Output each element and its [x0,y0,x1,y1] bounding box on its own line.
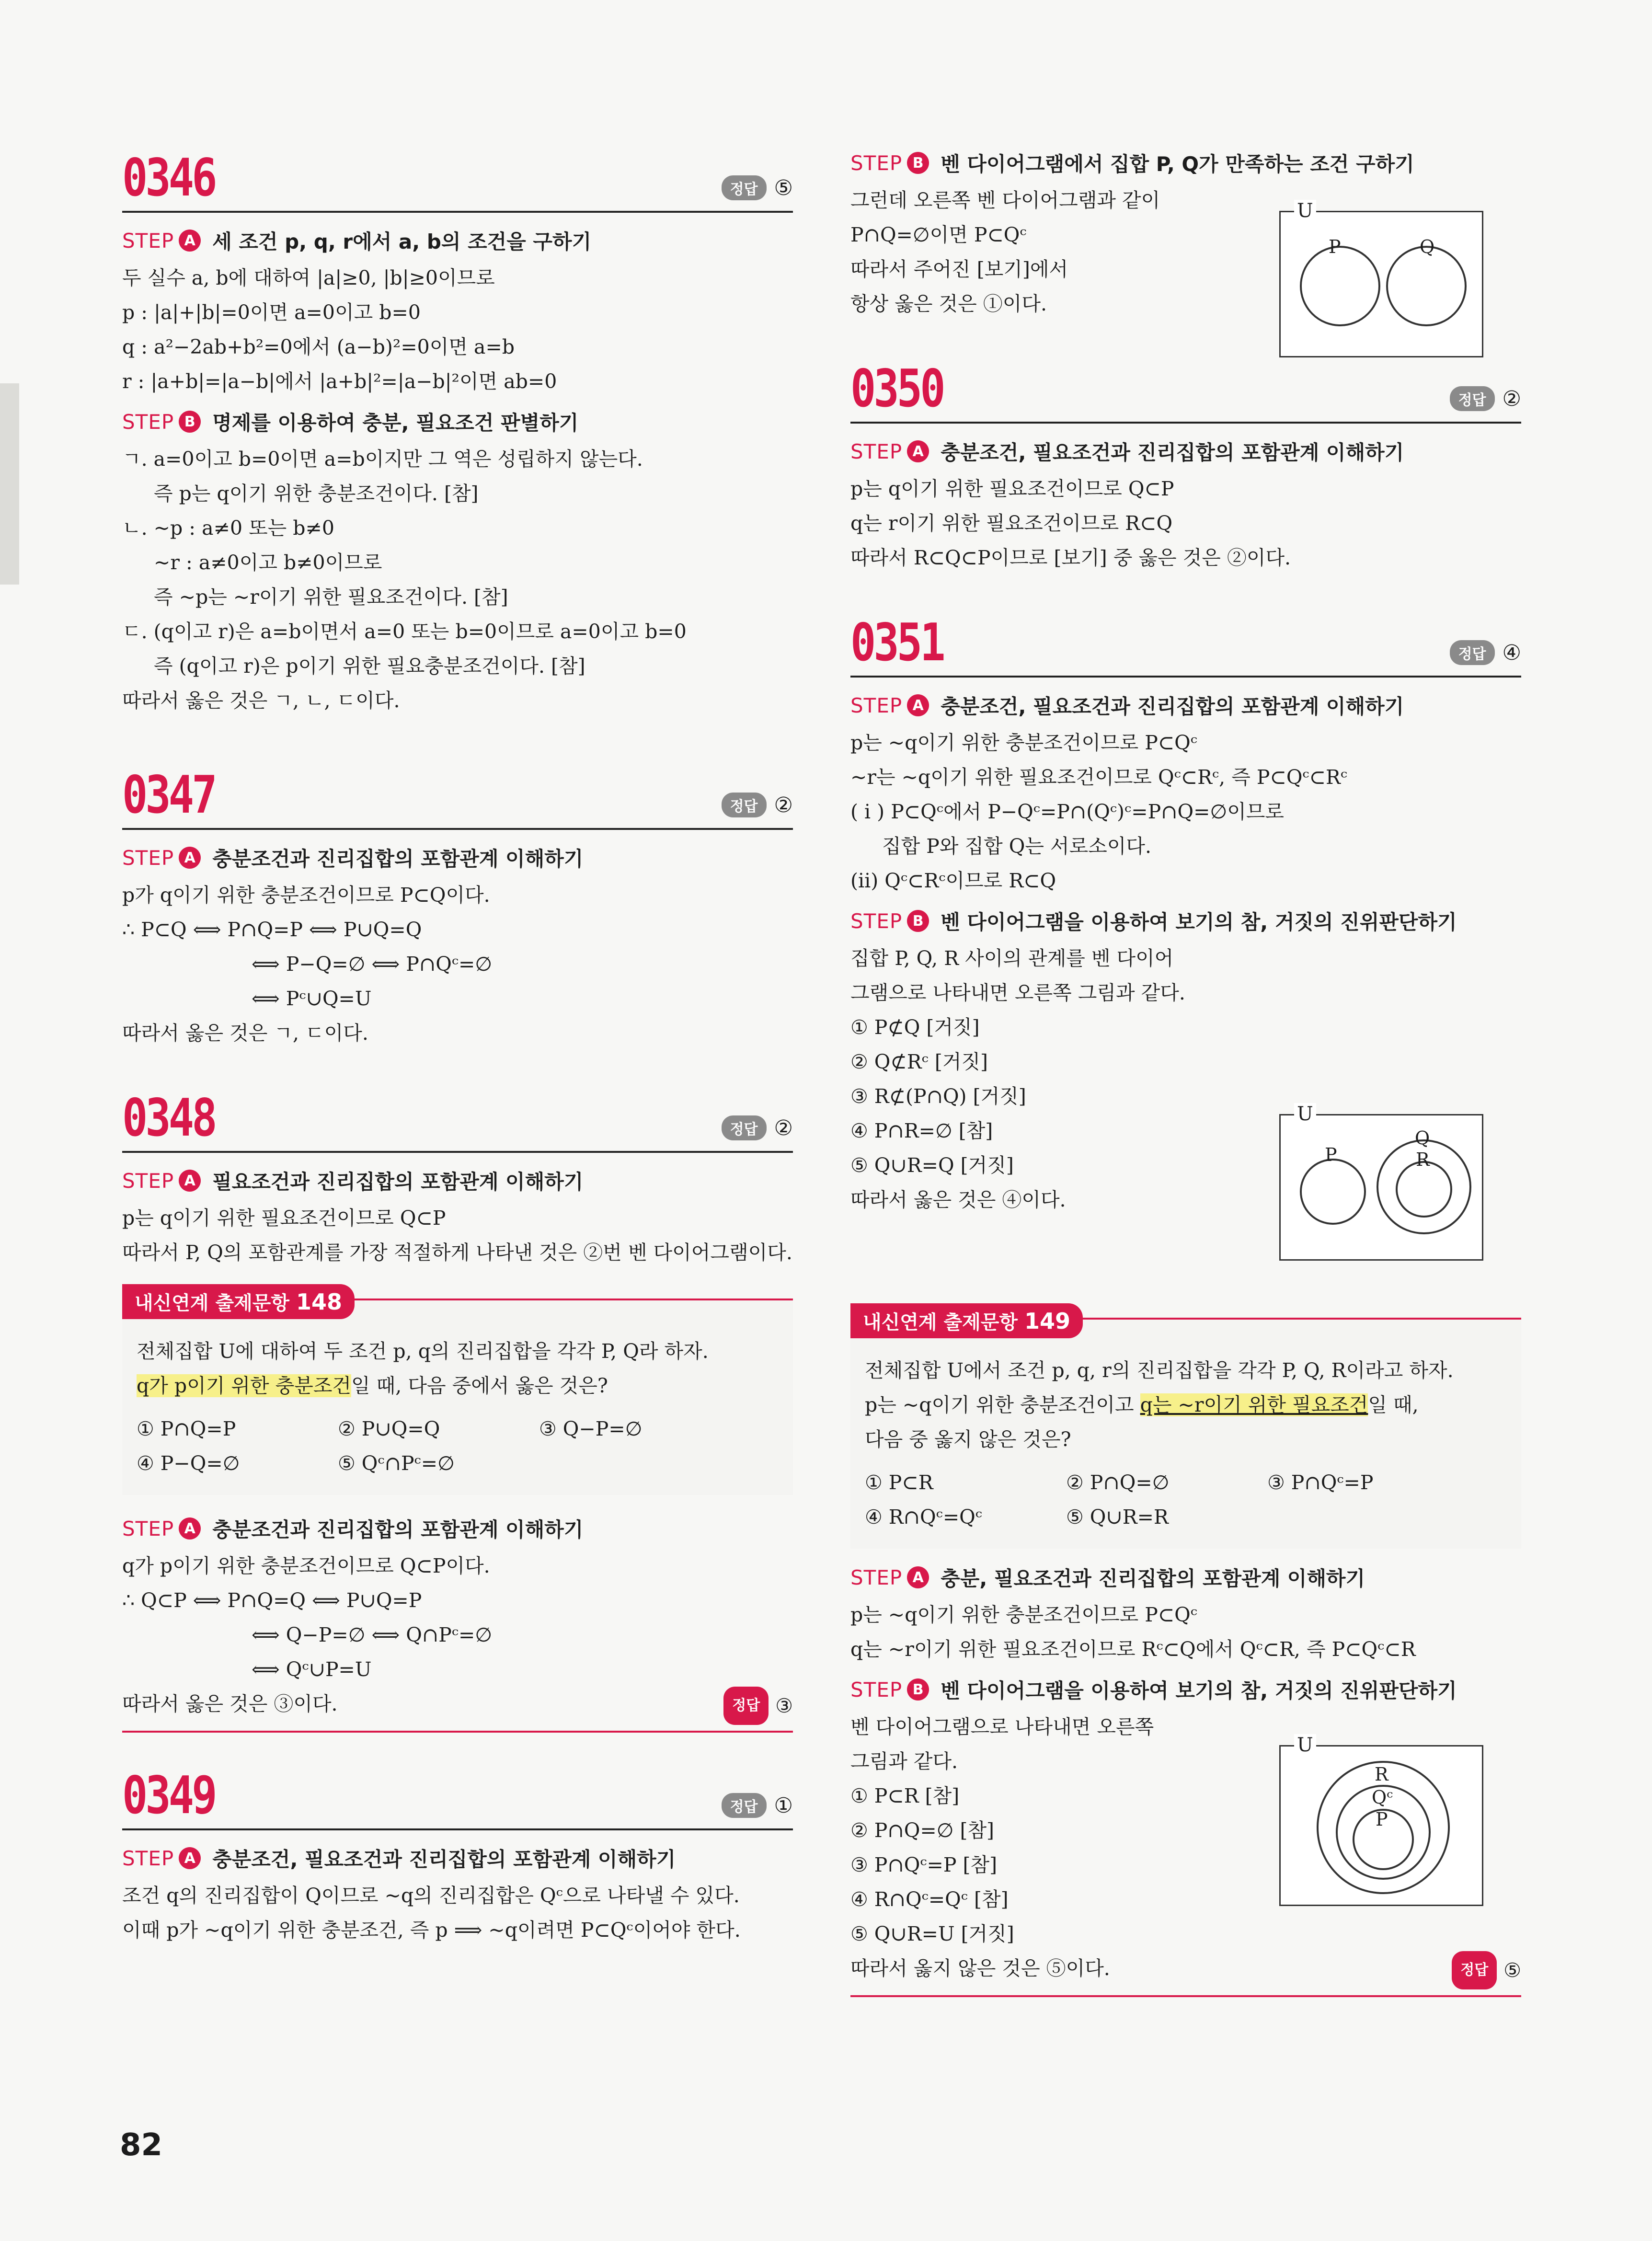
problem-0349 [122,1761,793,1947]
text-line: 두 실수 a, b에 대하여 |a|≥0, |b|≥0이므로 [122,266,495,289]
answer-label: 정답 [1452,1951,1497,1989]
text-line: ③ R⊄(P∩Q) [거짓] [850,1085,1026,1108]
set-p-label: P [1325,1144,1337,1165]
text-line: p는 q이기 위한 필요조건이므로 Q⊂P [122,1207,446,1230]
step-letter: A [907,694,929,716]
step-title: 충분조건, 필요조건과 진리집합의 포함관계 이해하기 [941,441,1404,464]
text-line: 집합 P, Q, R 사이의 관계를 벤 다이어 [850,947,1174,970]
answer-value: ① [774,1793,793,1818]
problem-header [122,1084,793,1153]
step-title: 필요조건과 진리집합의 포함관계 이해하기 [212,1170,584,1194]
text-line: ∴ Q⊂P ⟺ P∩Q=Q ⟺ P∪Q=P [122,1589,422,1612]
option: ② P∩Q=∅ [1066,1471,1170,1494]
answer-value: ② [774,793,793,817]
step-title: 충분, 필요조건과 진리집합의 포함관계 이해하기 [941,1567,1365,1590]
problem-number: 0351 [850,613,943,673]
set-q-circle [1386,246,1467,326]
text-line: ② P∩Q=∅ [참] [850,1819,995,1842]
text-line: ~r는 ~q이기 위한 필요조건이므로 Qᶜ⊂Rᶜ, 즉 P⊂Qᶜ⊂Rᶜ [850,766,1348,789]
venn-diagram-p-q-r [1279,1103,1483,1261]
text-line: ⑤ Q∪R=Q [거짓] [850,1154,1014,1177]
problem-0351 [850,609,1521,1217]
text-line: ㄱ. a=0이고 b=0이면 a=b이지만 그 역은 성립하지 않는다. [122,448,643,471]
related-question [122,1300,793,1495]
highlighted-text: q는 ~r이기 위한 필요조건 [1140,1393,1368,1416]
left-column [122,144,793,2010]
options [865,1465,1507,1534]
text-line: p는 ~q이기 위한 충분조건이므로 P⊂Qᶜ [850,1603,1197,1626]
highlighted-text: q가 p이기 위한 충분조건 [137,1374,352,1397]
text-line: ⟺ Pᶜ∪Q=U [252,987,372,1010]
step-a-heading [850,1563,1521,1592]
related-tag-label: 내신연계 출제문항 [863,1311,1018,1333]
step-word: STEP [122,1517,174,1540]
step-a-heading [122,843,793,872]
text-line: P∩Q=∅이면 P⊂Qᶜ [850,223,1027,246]
text-line: ④ P∩R=∅ [참] [850,1119,993,1142]
question-text: p는 ~q이기 위한 충분조건이고 [865,1393,1140,1416]
text-line: ~r : a≠0이고 b≠0이므로 [154,551,382,574]
text-line: 벤 다이어그램으로 나타내면 오른쪽 [850,1715,1154,1738]
related-question [850,1320,1521,1549]
step-a-heading [850,437,1521,466]
related-tag [850,1303,1083,1338]
text-line: 조건 q의 진리집합이 Q이므로 ~q의 진리집합은 Qᶜ으로 나타낼 수 있다. [122,1884,740,1907]
problem-number: 0347 [122,765,215,825]
option: ③ P∩Qᶜ=P [1267,1471,1374,1494]
step-title: 벤 다이어그램을 이용하여 보기의 참, 거짓의 진위판단하기 [941,1679,1457,1702]
set-r-label: R [1375,1764,1388,1785]
answer-value: ② [774,1115,793,1140]
step-b-heading [850,1675,1521,1704]
step-word: STEP [122,846,174,870]
problem-0350 [850,355,1521,575]
set-qc-label: Qᶜ [1372,1787,1393,1808]
step-word: STEP [850,1678,903,1701]
problem-number: 0348 [122,1088,215,1148]
step-title: 벤 다이어그램을 이용하여 보기의 참, 거짓의 진위판단하기 [941,910,1457,934]
problem-header [850,609,1521,678]
text-line: r : |a+b|=|a−b|에서 |a+b|²=|a−b|²이면 ab=0 [122,370,557,393]
step-word: STEP [122,229,174,253]
step-title: 명제를 이용하여 충분, 필요조건 판별하기 [212,411,579,435]
text-line: ⟺ Q−P=∅ ⟺ Q∩Pᶜ=∅ [252,1623,493,1646]
answer-box [1450,386,1521,411]
text-line: 따라서 주어진 [보기]에서 [850,258,1068,281]
universal-set-label: U [1294,200,1316,222]
problem-number: 0349 [122,1766,215,1826]
option: ② P∪Q=Q [338,1417,440,1440]
answer-label: 정답 [723,1687,769,1725]
answer-box [722,175,793,200]
step-letter: B [907,910,929,932]
text-line: ④ R∩Qᶜ=Qᶜ [참] [850,1888,1009,1911]
set-r-label: R [1416,1149,1430,1170]
chapter-side-tab [0,383,19,585]
problem-header [850,355,1521,424]
step-letter: B [907,152,929,174]
step-b-heading [850,149,1521,177]
question-line: 다음 중 옳지 않은 것은? [865,1428,1071,1451]
text-line: p는 ~q이기 위한 충분조건이므로 P⊂Qᶜ [850,731,1197,754]
text-line: q는 ~r이기 위한 필요조건이므로 Rᶜ⊂Q에서 Qᶜ⊂R, 즉 P⊂Qᶜ⊂R [850,1638,1416,1661]
divider [122,1731,793,1733]
answer-label: 정답 [1450,386,1495,411]
set-p-label: P [1329,236,1341,257]
divider [850,1995,1521,1997]
text-line: 그림과 같다. [850,1750,958,1773]
step-a-heading [122,1844,793,1873]
text-line: ① P⊄Q [거짓] [850,1016,980,1039]
answer-label: 정답 [722,793,767,817]
option: ⑤ Q∪R=R [1066,1505,1169,1528]
option: ⑤ Qᶜ∩Pᶜ=∅ [338,1452,455,1475]
step-letter: A [179,1847,201,1869]
text-line [850,1951,1521,1986]
problem-header [122,761,793,830]
text-line: 즉 ~p는 ~r이기 위한 필요조건이다. [참] [154,586,508,609]
text-line: 따라서 옳은 것은 ㄱ, ㄴ, ㄷ이다. [122,689,400,712]
step-letter: A [907,1566,929,1588]
related-solution [850,1563,1521,1997]
step-title: 충분조건, 필요조건과 진리집합의 포함관계 이해하기 [941,695,1404,718]
text-line [122,1687,793,1721]
step-word: STEP [122,1846,174,1870]
problem-number: 0346 [122,148,215,208]
answer-value: ③ [775,1694,793,1717]
right-column [850,144,1521,1997]
question-text: 일 때, 다음 중에서 옳은 것은? [351,1374,608,1397]
problem-0348 [122,1084,793,1270]
step-b-heading [850,907,1521,935]
option: ④ R∩Qᶜ=Qᶜ [865,1505,982,1528]
conclusion: 따라서 옳지 않은 것은 ⑤이다. [850,1957,1110,1980]
problem-number: 0350 [850,359,943,419]
option: ① P⊂R [865,1471,933,1494]
step-word: STEP [122,410,174,434]
text-line: ⟺ Qᶜ∪P=U [252,1658,372,1681]
step-title: 충분조건과 진리집합의 포함관계 이해하기 [212,1518,584,1541]
step-letter: A [179,230,201,252]
problem-header [122,1761,793,1830]
text-line: ⟺ P−Q=∅ ⟺ P∩Qᶜ=∅ [252,953,493,976]
step-a-heading [122,1514,793,1543]
step-letter: A [179,1517,201,1540]
conclusion: 따라서 옳은 것은 ③이다. [122,1692,338,1715]
answer-value: ④ [1502,640,1521,665]
text-line: 따라서 옳은 것은 ④이다. [850,1188,1066,1211]
set-q-label: Q [1420,236,1435,257]
related-solution [122,1514,793,1733]
step-word: STEP [122,1169,174,1193]
text-line: ∴ P⊂Q ⟺ P∩Q=P ⟺ P∪Q=Q [122,918,422,941]
set-p-circle [1300,246,1380,326]
step-a-heading [122,226,793,255]
step-letter: A [907,440,929,462]
step-title: 충분조건과 진리집합의 포함관계 이해하기 [212,847,584,871]
step-title: 충분조건, 필요조건과 진리집합의 포함관계 이해하기 [212,1848,676,1871]
answer-label: 정답 [722,1115,767,1140]
answer-value: ② [1502,386,1521,411]
step-word: STEP [850,693,903,717]
text-line: ③ P∩Qᶜ=P [참] [850,1853,998,1876]
question-line: 전체집합 U에서 조건 p, q, r의 진리집합을 각각 P, Q, R이라고 하자. [865,1359,1454,1382]
step-word: STEP [850,439,903,463]
answer-box [1452,1951,1521,1989]
related-tag-label: 내신연계 출제문항 [135,1292,290,1314]
text-line: (ii) Qᶜ⊂Rᶜ이므로 R⊂Q [850,869,1056,892]
text-line: ( i ) P⊂Qᶜ에서 P−Qᶜ=P∩(Qᶜ)ᶜ=P∩Q=∅이므로 [850,800,1285,823]
step-letter: B [179,411,201,433]
question-line [137,1368,779,1403]
text-line: 따라서 R⊂Q⊂P이므로 [보기] 중 옳은 것은 ②이다. [850,546,1291,569]
related-tag-number: 149 [1024,1308,1071,1334]
set-p-circle [1300,1159,1366,1225]
option: ③ Q−P=∅ [539,1417,642,1440]
answer-value: ⑤ [774,175,793,200]
related-problem-148 [122,1289,793,1733]
text-line: ㄴ. ~p : a≠0 또는 b≠0 [122,517,334,540]
universal-set-label: U [1294,1734,1316,1756]
text-line: 따라서 옳은 것은 ㄱ, ㄷ이다. [122,1022,368,1045]
step-word: STEP [850,1565,903,1589]
step-title: 벤 다이어그램에서 집합 P, Q가 만족하는 조건 구하기 [941,152,1414,176]
set-q-label: Q [1415,1127,1430,1149]
option: ① P∩Q=P [137,1417,236,1440]
text-line: ⑤ Q∪R=U [거짓] [850,1922,1014,1945]
universal-set-label: U [1294,1103,1316,1125]
related-tag [122,1284,355,1319]
step-word: STEP [850,151,903,175]
problem-0347 [122,761,793,1050]
answer-label: 정답 [722,1793,767,1818]
step-a-heading [122,1166,793,1195]
venn-diagram-nested [1279,1734,1483,1906]
text-line: p는 q이기 위한 필요조건이므로 Q⊂P [850,477,1174,500]
text-line: 이때 p가 ~q이기 위한 충분조건, 즉 p ⟹ ~q이려면 P⊂Qᶜ이어야 한다. [122,1919,741,1942]
page-number: 82 [120,2127,163,2163]
step-word: STEP [850,909,903,933]
text-line: p : |a|+|b|=0이면 a=0이고 b=0 [122,301,421,324]
answer-label: 정답 [722,175,767,200]
text-line: 집합 P와 집합 Q는 서로소이다. [882,835,1152,858]
text-line: q : a²−2ab+b²=0에서 (a−b)²=0이면 a=b [122,335,515,358]
options [137,1412,779,1481]
text-line: q가 p이기 위한 충분조건이므로 Q⊂P이다. [122,1554,490,1577]
related-tag-number: 148 [296,1289,343,1315]
answer-label: 정답 [1450,640,1495,665]
problem-header [122,144,793,213]
step-letter: A [179,1170,201,1192]
step-b-heading [122,407,793,436]
option: ④ P−Q=∅ [137,1452,240,1475]
set-p-label: P [1376,1809,1388,1830]
answer-box [723,1687,793,1725]
question-line [865,1388,1507,1422]
step-title: 세 조건 p, q, r에서 a, b의 조건을 구하기 [212,230,592,253]
question-text: 일 때, [1368,1393,1419,1416]
text-line: 즉 p는 q이기 위한 충분조건이다. [참] [154,482,479,505]
text-line: 그런데 오른쪽 벤 다이어그램과 같이 [850,189,1160,212]
step-letter: A [179,847,201,869]
answer-box [722,793,793,817]
question-line: 전체집합 U에 대하여 두 조건 p, q의 진리집합을 각각 P, Q라 하자. [137,1340,709,1363]
text-line: 즉 (q이고 r)은 p이기 위한 필요충분조건이다. [참] [154,655,585,678]
problem-0346 [122,144,793,718]
text-line: ㄷ. (q이고 r)은 a=b이면서 a=0 또는 b=0이므로 a=0이고 b=0 [122,620,687,643]
answer-box [722,1115,793,1140]
venn-diagram-p-q [1279,200,1483,357]
text-line: 따라서 P, Q의 포함관계를 가장 적절하게 나타낸 것은 ②번 벤 다이어그램이다. [122,1241,792,1264]
answer-value: ⑤ [1503,1959,1521,1982]
related-problem-149 [850,1308,1521,1997]
answer-box [722,1793,793,1818]
text-line: q는 r이기 위한 필요조건이므로 R⊂Q [850,512,1173,535]
answer-box [1450,640,1521,665]
problem-0349-continued [850,149,1521,321]
step-letter: B [907,1678,929,1701]
text-line: 항상 옳은 것은 ①이다. [850,292,1047,315]
text-line: 그램으로 나타내면 오른쪽 그림과 같다. [850,981,1185,1004]
text-line: ① P⊂R [참] [850,1784,960,1807]
step-a-heading [850,691,1521,720]
text-line: p가 q이기 위한 충분조건이므로 P⊂Q이다. [122,884,490,907]
text-line: ② Q⊄Rᶜ [거짓] [850,1050,988,1073]
